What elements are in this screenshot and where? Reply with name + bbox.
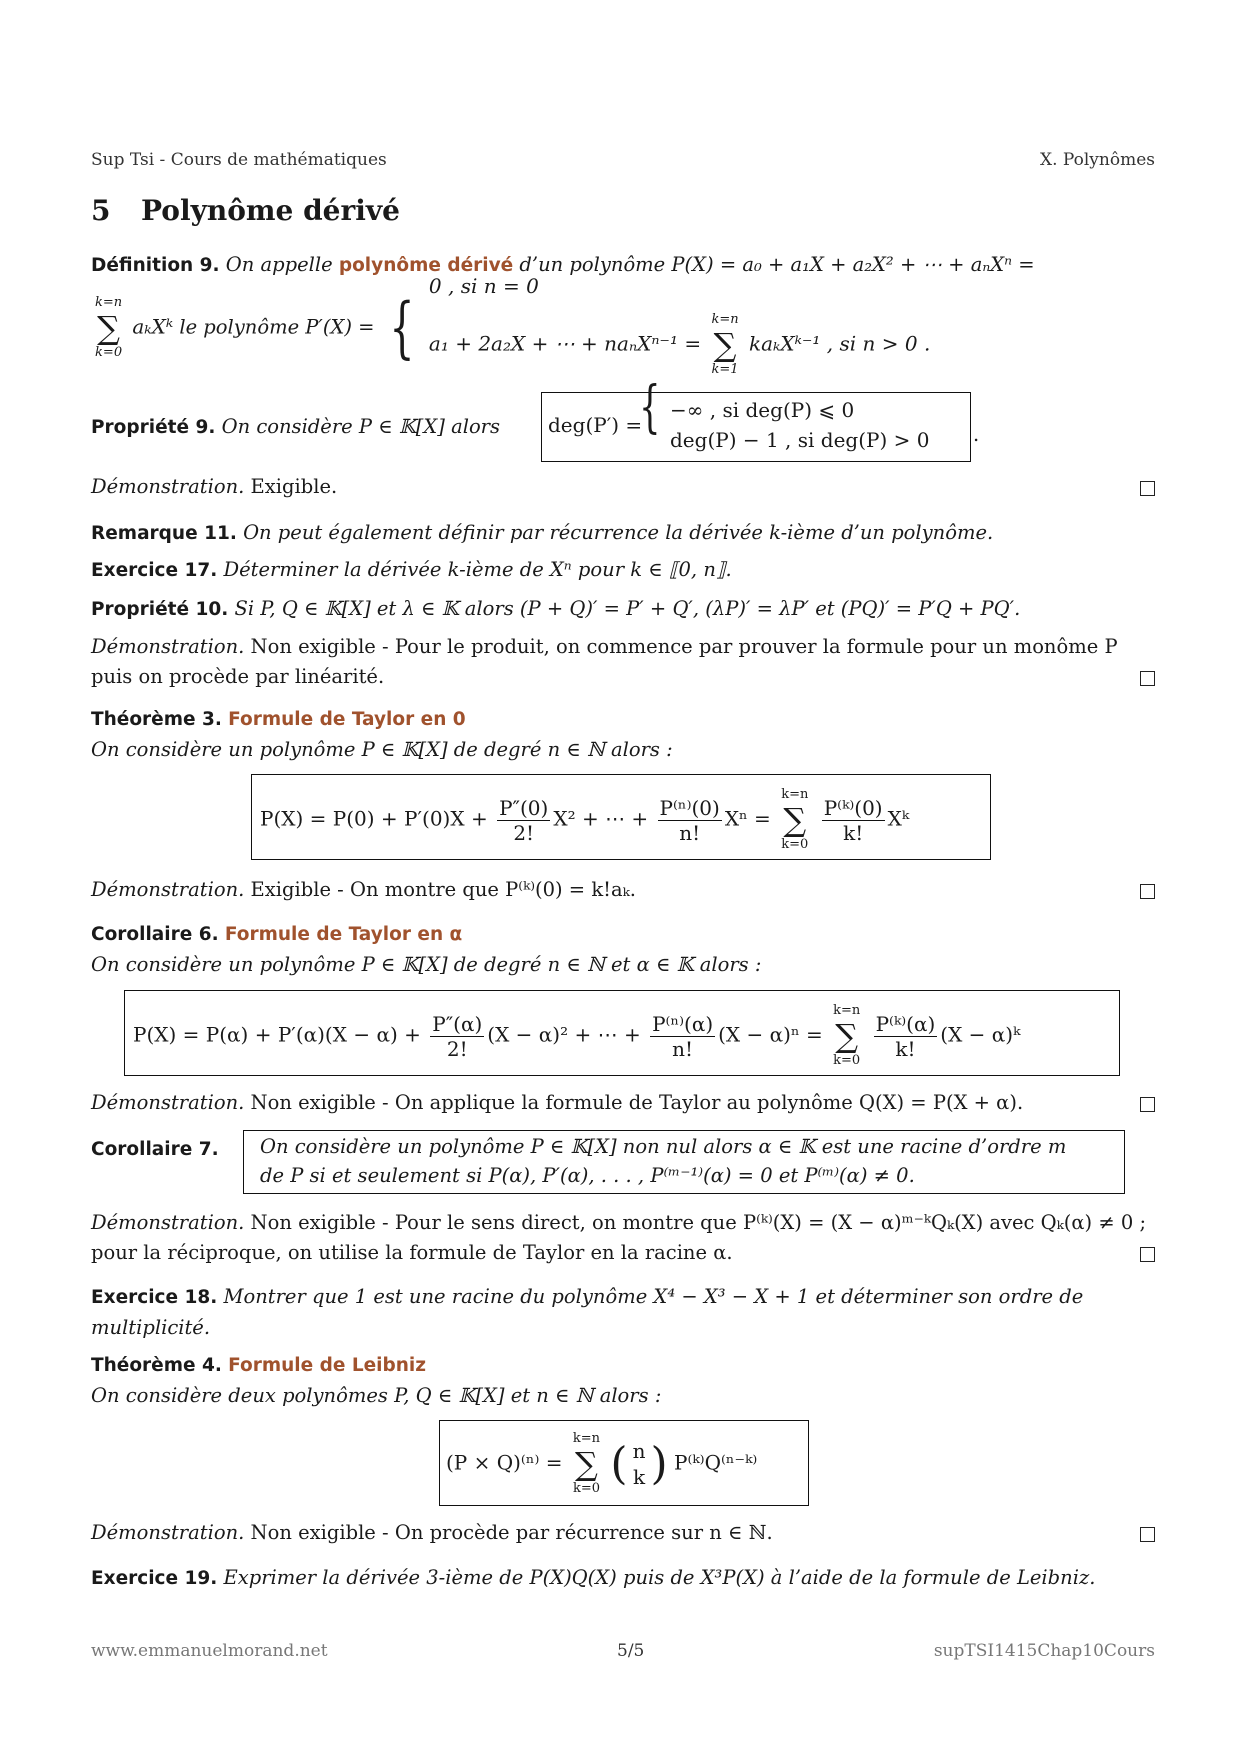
qed-square: [1140, 1097, 1155, 1112]
demonstration-3: Démonstration. Exigible - On montre que P⁽ᵏ⁾(0) = k!aₖ.: [91, 875, 1155, 905]
qed-square: [1140, 884, 1155, 899]
qed-square: [1140, 481, 1155, 496]
sum-symbol: k=n ∑ k=1: [711, 312, 739, 377]
theorem-4: Théorème 4. Formule de Leibniz On considère deux polynômes P, Q ∈ 𝕂[X] et n ∈ ℕ alors :: [91, 1355, 662, 1407]
definition-9-formula: k=n ∑ k=0 aₖXᵏ le polynôme P′(X) = { 0 , si n = 0 a₁ + 2a₂X + ⋯ + naₙXⁿ⁻¹ = k=n ∑ k=1 kaₖXᵏ⁻¹ , si n > 0 .: [95, 274, 931, 377]
header-left: Sup Tsi - Cours de mathématiques: [91, 150, 387, 170]
leibniz-box: (P × Q)⁽ⁿ⁾ = k=n ∑ k=0 ( n k ) P⁽ᵏ⁾Q⁽ⁿ⁻ᵏ⁾: [439, 1420, 809, 1506]
qed-square: [1140, 671, 1155, 686]
section-title: 5 Polynôme dérivé: [91, 194, 400, 227]
exercise-17: Exercice 17. Déterminer la dérivée k-ième de Xⁿ pour k ∈ ⟦0, n⟧.: [91, 558, 732, 581]
sum-symbol: k=n ∑ k=0: [833, 1003, 861, 1068]
demonstration-1: Démonstration. Exigible.: [91, 472, 1155, 502]
page: Sup Tsi - Cours de mathématiques X. Polynômes 5 Polynôme dérivé Définition 9. On appelle polynôme dérivé d’un polynôme P(X) = a₀ + a₁X + a₂X² + ⋯ + aₙXⁿ = k=n ∑ k=0 aₖXᵏ le polynôme P′(X) = { 0 , si n = 0 a₁ + 2a₂X + ⋯ + naₙXⁿ⁻¹ = k=n ∑ k=1 kaₖXᵏ⁻¹ , si n > 0 . Propriété 9. On considère P ∈ 𝕂[X] alors deg(P′) = { −∞ , si deg(P) ⩽ 0 deg(P) − 1 , si deg(P) > 0 . Démonstration. Exigible. Remarque 11. On peut également définir par récurrence la dérivée k-ième d’un polynôme. Exercice 17. Déterminer la dérivée k-ième de Xⁿ pour k ∈ ⟦0, n⟧. Propriété 10. Si P, Q ∈ 𝕂[X] et λ ∈ 𝕂 alors (P + Q)′ = P′ + Q′, (λP)′ = λP′ et (PQ)′ = P′Q + PQ′. Démonstration. Non exigible - Pour le produit, on commence par prouver la formule pour un monôme P puis on procède par linéarité. Théorème 3. Formule de Taylor en 0 On considère un polynôme P ∈ 𝕂[X] de degré n ∈ ℕ alors : P(X) = P(0) + P′(0)X + $\frac{P''(0)}{2!}$ X² + ⋯ + $\frac{\text{P⁽ⁿ⁾(0)}}{n!}$ Xⁿ = k=n ∑ k=0 $\frac{\text{P⁽ᵏ⁾(0)}}{k!}$ Xᵏ Démonstration. Exigible - On montre que P⁽ᵏ⁾(0) = k!aₖ. Corollaire 6. Formule de Taylor en α On considère un polynôme P ∈ 𝕂[X] de degré n ∈ ℕ et α ∈ 𝕂 alors : P(X) = P(α) + P′(α)(X − α) + $\frac{P''(\alpha)}{2!}$ (X − α)² + ⋯ + $\frac{\text{P⁽ⁿ⁾(α)}}{n!}$ (X − α)ⁿ = k=n ∑ k=0 $\frac{\text{P⁽ᵏ⁾(α)}}{k!}$ (X − α)ᵏ Démonstration. Non exigible - On applique la formule de Taylor au polynôme Q(X) = P(X + α). Corollaire 7. On considère un polynôme P ∈ 𝕂[X] non nul alors α ∈ 𝕂 est une racine d’ordre m de P si et seulement si P(α), P′(α), . . . , P⁽ᵐ⁻¹⁾(α) = 0 et P⁽ᵐ⁾(α) ≠ 0. Démonstration. Non exigible - Pour le sens direct, on montre que P⁽ᵏ⁾(X) = (X − α)ᵐ⁻ᵏQₖ(X) avec Qₖ(α) ≠ 0 ; pour la réciproque, on utilise la formule de Taylor en la racine α. Exercice 18. Montrer que 1 est une racine du polynôme X⁴ − X³ − X + 1 et déterminer son ordre de multiplicité. Théorème 4. Formule de Leibniz On considère deux polynômes P, Q ∈ 𝕂[X] et n ∈ ℕ alors : (P × Q)⁽ⁿ⁾ = k=n ∑ k=0 ( n k ) P⁽ᵏ⁾Q⁽ⁿ⁻ᵏ⁾ Démonstration. Non exigible - On procède par récurrence sur n ∈ ℕ. Exercice 19. Exprimer la dérivée 3-ième de P(X)Q(X) puis de X³P(X) à l’aide de la formule de Leibniz. www.emmanuelmorand.net 5/5 supTSI1415Chap10Cours: [91, 150, 1155, 1661]
remark-11: Remarque 11. On peut également définir par récurrence la dérivée k-ième d’un polynôme.: [91, 521, 994, 544]
cases: 0 , si n = 0 a₁ + 2a₂X + ⋯ + naₙXⁿ⁻¹ = k=n ∑ k=1 kaₖXᵏ⁻¹ , si n > 0 .: [428, 274, 931, 377]
page-header: [91, 150, 1155, 170]
property-10: Propriété 10. Si P, Q ∈ 𝕂[X] et λ ∈ 𝕂 alors (P + Q)′ = P′ + Q′, (λP)′ = λP′ et (PQ)′ = P′Q + PQ′.: [91, 597, 1021, 620]
qed-square: [1140, 1247, 1155, 1262]
page-footer: [91, 1641, 1155, 1661]
exercise-18: Exercice 18. Montrer que 1 est une racine du polynôme X⁴ − X³ − X + 1 et déterminer son ordre de multiplicité.: [91, 1285, 1084, 1339]
corollary-7-box: On considère un polynôme P ∈ 𝕂[X] non nul alors α ∈ 𝕂 est une racine d’ordre m de P si et seulement si P(α), P′(α), . . . , P⁽ᵐ⁻¹⁾(α) = 0 et P⁽ᵐ⁾(α) ≠ 0.: [243, 1130, 1125, 1194]
corollary-6: Corollaire 6. Formule de Taylor en α On considère un polynôme P ∈ 𝕂[X] de degré n ∈ ℕ et α ∈ 𝕂 alors :: [91, 924, 762, 976]
header-right: X. Polynômes: [1039, 150, 1155, 170]
exercise-19: Exercice 19. Exprimer la dérivée 3-ième de P(X)Q(X) puis de X³P(X) à l’aide de la formule de Leibniz.: [91, 1566, 1096, 1589]
footer-left: www.emmanuelmorand.net: [91, 1641, 328, 1661]
sum-symbol: k=n ∑ k=0: [95, 295, 123, 360]
sum-symbol: k=n ∑ k=0: [572, 1431, 601, 1496]
definition-9: Définition 9. On appelle polynôme dérivé d’un polynôme P(X) = a₀ + a₁X + a₂X² + ⋯ + aₙXⁿ =: [91, 253, 1035, 276]
page-number: 5/5: [617, 1641, 645, 1661]
demonstration-5: Démonstration. Non exigible - Pour le sens direct, on montre que P⁽ᵏ⁾(X) = (X − α)ᵐ⁻ᵏQₖ(X) avec Qₖ(α) ≠ 0 ; pour la réciproque, on utilise la formule de Taylor en la racine α.: [91, 1208, 1155, 1268]
property-9-box: deg(P′) = { −∞ , si deg(P) ⩽ 0 deg(P) − 1 , si deg(P) > 0: [541, 392, 971, 462]
corollary-7-label: Corollaire 7.: [91, 1139, 219, 1160]
demonstration-4: Démonstration. Non exigible - On applique la formule de Taylor au polynôme Q(X) = P(X + α).: [91, 1088, 1155, 1118]
footer-right: supTSI1415Chap10Cours: [933, 1641, 1155, 1661]
taylor-alpha-box: P(X) = P(α) + P′(α)(X − α) + $\frac{P''(\alpha)}{2!}$ (X − α)² + ⋯ + $\frac{\text{P⁽ⁿ⁾(α)}}{n!}$ (X − α)ⁿ = k=n ∑ k=0 $\frac{\text{P⁽ᵏ⁾(α)}}{k!}$ (X − α)ᵏ: [124, 990, 1120, 1076]
demonstration-6: Démonstration. Non exigible - On procède par récurrence sur n ∈ ℕ.: [91, 1518, 1155, 1548]
property-9: Propriété 9. On considère P ∈ 𝕂[X] alors: [91, 415, 501, 438]
demonstration-2: Démonstration. Non exigible - Pour le produit, on commence par prouver la formule pour un monôme P puis on procède par linéarité.: [91, 632, 1155, 692]
taylor-0-box: P(X) = P(0) + P′(0)X + $\frac{P''(0)}{2!}$ X² + ⋯ + $\frac{\text{P⁽ⁿ⁾(0)}}{n!}$ Xⁿ = k=n ∑ k=0 $\frac{\text{P⁽ᵏ⁾(0)}}{k!}$ Xᵏ: [251, 774, 991, 860]
left-brace: {: [389, 289, 415, 366]
sum-symbol: k=n ∑ k=0: [781, 787, 809, 852]
qed-square: [1140, 1527, 1155, 1542]
theorem-3: Théorème 3. Formule de Taylor en 0 On considère un polynôme P ∈ 𝕂[X] de degré n ∈ ℕ alors :: [91, 709, 673, 761]
